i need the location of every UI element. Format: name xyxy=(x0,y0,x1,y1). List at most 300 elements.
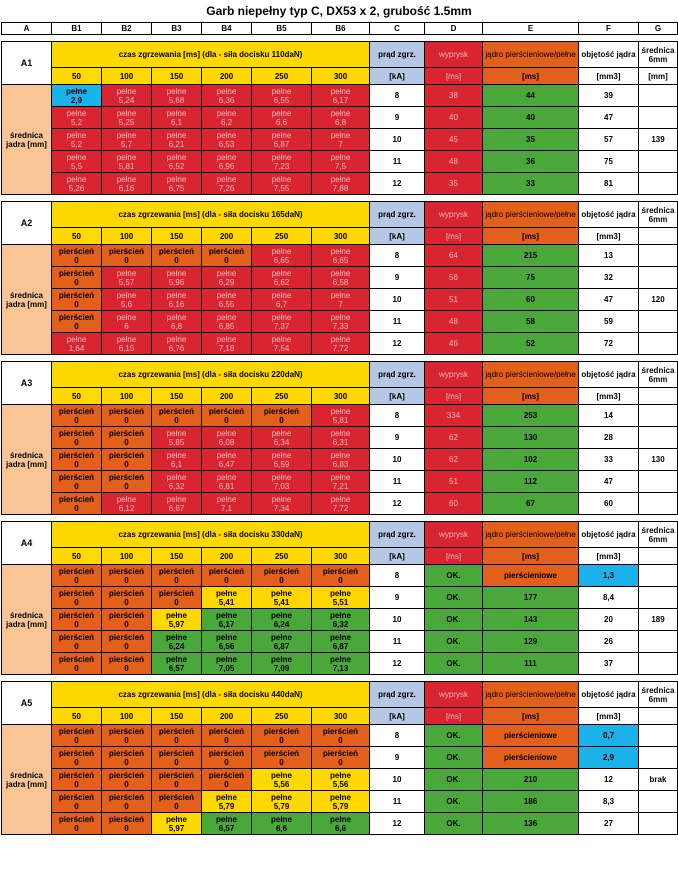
result-value: 5,85 xyxy=(168,437,185,447)
wyprysk-value: 46 xyxy=(425,333,483,355)
objetosc-value: 14 xyxy=(579,405,639,427)
wyprysk-value: OK. xyxy=(425,653,483,675)
time-250: 250 xyxy=(252,708,312,725)
result-cell xyxy=(52,151,102,173)
objetosc-value: 59 xyxy=(579,311,639,333)
result-cell xyxy=(202,725,252,747)
result-cell xyxy=(312,791,370,813)
result-cell xyxy=(152,725,202,747)
wyprysk-value: 38 xyxy=(425,85,483,107)
result-value: 6,6 xyxy=(334,823,347,833)
result-value: 0 xyxy=(74,779,79,789)
srednica-value xyxy=(639,471,678,493)
current-ka: 10 xyxy=(370,449,425,471)
result-value: 6,87 xyxy=(273,641,290,651)
result-value: 0 xyxy=(74,757,79,767)
time-300: 300 xyxy=(312,708,370,725)
result-value: 6,87 xyxy=(332,641,349,651)
result-state: pełne xyxy=(166,108,187,118)
column-header-f: F xyxy=(579,23,639,35)
objetosc-value: 13 xyxy=(579,245,639,267)
result-state: pierścień xyxy=(158,792,195,802)
jadro-value: 33 xyxy=(483,173,579,195)
result-cell xyxy=(102,769,152,791)
result-value: 0 xyxy=(74,663,79,673)
result-state: pełne xyxy=(116,174,137,184)
table-row xyxy=(2,791,678,813)
table-row xyxy=(2,493,678,515)
page-title: Garb niepełny typ C, DX53 x 2, grubość 1.5mm xyxy=(206,4,472,18)
result-cell xyxy=(252,289,312,311)
result-cell xyxy=(152,311,202,333)
jadro-value: 58 xyxy=(483,311,579,333)
prad-header: prąd zgrz. xyxy=(370,522,425,548)
result-value: 7,5 xyxy=(334,161,347,171)
result-value: 6,47 xyxy=(218,459,235,469)
unit-ms-e: [ms] xyxy=(483,548,579,565)
result-value: 0 xyxy=(74,459,79,469)
time-250: 250 xyxy=(252,228,312,245)
result-cell xyxy=(252,609,312,631)
result-cell xyxy=(312,471,370,493)
result-value: 6,29 xyxy=(218,277,235,287)
result-state: pełne xyxy=(271,86,292,96)
objetosc-value: 75 xyxy=(579,151,639,173)
unit-mm xyxy=(639,548,678,565)
result-value: 5,41 xyxy=(218,597,235,607)
time-150: 150 xyxy=(152,388,202,405)
result-state: pełne xyxy=(66,108,87,118)
result-value: 6,24 xyxy=(273,619,290,629)
result-state: pełne xyxy=(166,632,187,642)
table-row xyxy=(2,769,678,791)
result-value: 0 xyxy=(74,415,79,425)
column-header-e: E xyxy=(483,23,579,35)
result-state: pierścień xyxy=(263,406,300,416)
result-cell xyxy=(202,427,252,449)
time-250: 250 xyxy=(252,68,312,85)
result-cell xyxy=(252,769,312,791)
result-value: 0 xyxy=(74,503,79,513)
result-value: 7,26 xyxy=(218,183,235,193)
result-cell xyxy=(252,493,312,515)
result-state: pełne xyxy=(330,610,351,620)
result-value: 6,34 xyxy=(273,437,290,447)
jadro-header-text: jądro pierścieniowe/pełne xyxy=(485,530,576,539)
result-value: 6,1 xyxy=(170,117,183,127)
jadro-value: 112 xyxy=(483,471,579,493)
result-state: pełne xyxy=(271,450,292,460)
result-cell xyxy=(152,107,202,129)
result-state: pełne xyxy=(330,290,351,300)
result-cell xyxy=(52,471,102,493)
result-cell xyxy=(312,129,370,151)
time-200: 200 xyxy=(202,708,252,725)
time-150: 150 xyxy=(152,548,202,565)
current-ka: 9 xyxy=(370,427,425,449)
unit-ms-e: [ms] xyxy=(483,708,579,725)
result-value: 6,2 xyxy=(220,117,233,127)
section-heading: czas zgrzewania [ms] (dla - siła docisku 165daN) xyxy=(52,202,370,228)
section-heading: czas zgrzewania [ms] (dla - siła docisku 110daN) xyxy=(52,42,370,68)
wyprysk-value: 64 xyxy=(425,245,483,267)
result-state: pierścień xyxy=(208,726,245,736)
result-state: pierścień xyxy=(322,726,359,736)
table-row xyxy=(2,813,678,835)
result-value: 0 xyxy=(124,663,129,673)
section-header-row xyxy=(2,362,678,388)
result-cell xyxy=(102,267,152,289)
result-value: 0 xyxy=(124,481,129,491)
result-state: pierścień xyxy=(108,748,145,758)
result-value: 6,57 xyxy=(168,663,185,673)
time-50: 50 xyxy=(52,228,102,245)
result-value: 6,85 xyxy=(218,321,235,331)
result-value: 6,87 xyxy=(273,139,290,149)
result-value: 7,1 xyxy=(220,503,233,513)
result-state: pełne xyxy=(271,610,292,620)
srednica-value xyxy=(639,173,678,195)
result-state: pełne xyxy=(116,290,137,300)
result-cell xyxy=(102,631,152,653)
result-state: pełne xyxy=(271,334,292,344)
unit-ms-d: [ms] xyxy=(425,228,483,245)
srednica-value xyxy=(639,333,678,355)
prad-header: prąd zgrz. xyxy=(370,682,425,708)
result-state: pełne xyxy=(166,312,187,322)
result-cell xyxy=(152,405,202,427)
result-value: 5,5 xyxy=(70,161,83,171)
result-value: 5,81 xyxy=(332,415,349,425)
result-cell xyxy=(312,609,370,631)
result-value: 5,57 xyxy=(118,277,135,287)
objetosc-value: 28 xyxy=(579,427,639,449)
objetosc-header: objętość jądra xyxy=(579,522,639,548)
current-ka: 12 xyxy=(370,653,425,675)
result-state: pierścień xyxy=(263,748,300,758)
objetosc-value: 57 xyxy=(579,129,639,151)
result-value: 7,54 xyxy=(273,343,290,353)
current-ka: 8 xyxy=(370,245,425,267)
srednica-jadra-label xyxy=(2,405,52,515)
result-state: pełne xyxy=(330,654,351,664)
result-state: pełne xyxy=(330,130,351,140)
result-cell xyxy=(252,653,312,675)
table-row xyxy=(2,427,678,449)
result-value: 5,7 xyxy=(120,139,133,149)
result-value: 0 xyxy=(74,437,79,447)
result-value: 5,41 xyxy=(273,597,290,607)
wyprysk-value: OK. xyxy=(425,769,483,791)
srednica-value xyxy=(639,245,678,267)
result-value: 6,6 xyxy=(275,117,288,127)
result-value: 7,05 xyxy=(218,663,235,673)
table-row xyxy=(2,311,678,333)
result-state: pełne xyxy=(330,268,351,278)
result-cell xyxy=(102,449,152,471)
unit-mm xyxy=(639,708,678,725)
result-cell xyxy=(52,289,102,311)
objetosc-header: objętość jądra xyxy=(579,362,639,388)
result-state: pełne xyxy=(330,472,351,482)
current-ka: 11 xyxy=(370,791,425,813)
result-value: 0 xyxy=(74,597,79,607)
unit-mm3: [mm3] xyxy=(579,68,639,85)
result-value: 7 xyxy=(338,299,343,309)
result-value: 0 xyxy=(124,597,129,607)
result-value: 0 xyxy=(338,735,343,745)
result-value: 0 xyxy=(124,641,129,651)
result-state: pierścień xyxy=(158,748,195,758)
jadro-value: 186 xyxy=(483,791,579,813)
current-ka: 8 xyxy=(370,405,425,427)
result-cell xyxy=(52,725,102,747)
jadro-value: 52 xyxy=(483,333,579,355)
result-cell xyxy=(52,311,102,333)
result-state: pierścień xyxy=(58,770,95,780)
unit-mm3: [mm3] xyxy=(579,708,639,725)
current-ka: 8 xyxy=(370,725,425,747)
result-state: pełne xyxy=(330,494,351,504)
result-cell xyxy=(152,151,202,173)
section-header-row xyxy=(2,202,678,228)
result-state: pierścień xyxy=(58,654,95,664)
result-value: 5,6 xyxy=(120,299,133,309)
section-label: A5 xyxy=(2,682,52,725)
result-cell xyxy=(202,129,252,151)
time-150: 150 xyxy=(152,228,202,245)
srednica-value: 189 xyxy=(639,609,678,631)
srednica-value xyxy=(639,725,678,747)
result-state: pierścień xyxy=(158,406,195,416)
srednica-header: średnica 6mm xyxy=(639,202,678,228)
result-cell xyxy=(312,85,370,107)
unit-ms-e: [ms] xyxy=(483,68,579,85)
result-state: pełne xyxy=(271,268,292,278)
result-state: pełne xyxy=(271,632,292,642)
result-value: 7,09 xyxy=(273,663,290,673)
result-state: pierścień xyxy=(108,770,145,780)
result-cell xyxy=(152,769,202,791)
result-value: 7,23 xyxy=(273,161,290,171)
result-value: 6,58 xyxy=(332,277,349,287)
result-state: pierścień xyxy=(108,588,145,598)
result-cell xyxy=(52,427,102,449)
srednica-value xyxy=(639,151,678,173)
result-cell xyxy=(252,813,312,835)
srednica-value xyxy=(639,267,678,289)
result-cell xyxy=(52,405,102,427)
result-state: pierścień xyxy=(263,566,300,576)
result-value: 6,55 xyxy=(218,299,235,309)
result-value: 1,64 xyxy=(68,343,85,353)
objetosc-value: 20 xyxy=(579,609,639,631)
result-state: pierścień xyxy=(108,792,145,802)
result-cell xyxy=(152,631,202,653)
unit-ms-e: [ms] xyxy=(483,388,579,405)
srednica-header: średnica 6mm xyxy=(639,682,678,708)
srednica-jadra-text: średnica jadra [mm] xyxy=(6,610,47,629)
result-cell xyxy=(252,791,312,813)
table-body xyxy=(2,23,678,835)
result-state: pełne xyxy=(216,472,237,482)
result-state: pierścień xyxy=(58,814,95,824)
time-50: 50 xyxy=(52,388,102,405)
result-cell xyxy=(52,173,102,195)
result-cell xyxy=(202,609,252,631)
jadro-value: 75 xyxy=(483,267,579,289)
result-cell xyxy=(312,311,370,333)
column-header-b2: B2 xyxy=(102,23,152,35)
result-state: pierścień xyxy=(58,632,95,642)
result-state: pełne xyxy=(216,632,237,642)
current-ka: 10 xyxy=(370,769,425,791)
objetosc-value: 39 xyxy=(579,85,639,107)
result-cell xyxy=(102,311,152,333)
result-state: pełne xyxy=(166,814,187,824)
result-cell xyxy=(152,609,202,631)
section-gap xyxy=(2,515,678,522)
time-300: 300 xyxy=(312,388,370,405)
current-ka: 12 xyxy=(370,173,425,195)
wyprysk-value: 48 xyxy=(425,151,483,173)
jadro-value: 210 xyxy=(483,769,579,791)
result-cell xyxy=(52,245,102,267)
srednica-value xyxy=(639,747,678,769)
srednica-value xyxy=(639,311,678,333)
result-state: pełne xyxy=(271,290,292,300)
result-value: 0 xyxy=(279,735,284,745)
result-cell xyxy=(312,565,370,587)
result-value: 0 xyxy=(74,619,79,629)
srednica-jadra-text: średnica jadra [mm] xyxy=(6,450,47,469)
result-state: pierścień xyxy=(108,726,145,736)
time-200: 200 xyxy=(202,548,252,565)
result-value: 6,53 xyxy=(218,139,235,149)
result-state: pierścień xyxy=(58,494,95,504)
result-value: 6,8 xyxy=(170,321,183,331)
result-cell xyxy=(252,173,312,195)
wyprysk-value: 56 xyxy=(425,267,483,289)
result-state: pierścień xyxy=(208,566,245,576)
table-row xyxy=(2,151,678,173)
result-state: pierścień xyxy=(58,472,95,482)
result-cell xyxy=(312,493,370,515)
objetosc-value: 27 xyxy=(579,813,639,835)
result-state: pełne xyxy=(216,610,237,620)
section-label: A4 xyxy=(2,522,52,565)
unit-ms-e: [ms] xyxy=(483,228,579,245)
current-ka: 9 xyxy=(370,587,425,609)
result-value: 0 xyxy=(74,823,79,833)
result-state: pełne xyxy=(66,334,87,344)
result-cell xyxy=(102,173,152,195)
result-value: 0 xyxy=(174,255,179,265)
result-value: 0 xyxy=(124,619,129,629)
wyprysk-value: OK. xyxy=(425,609,483,631)
current-ka: 11 xyxy=(370,631,425,653)
result-value: 0 xyxy=(124,437,129,447)
result-value: 0 xyxy=(124,255,129,265)
result-state: pełne xyxy=(271,814,292,824)
result-cell xyxy=(312,427,370,449)
srednica-value xyxy=(639,107,678,129)
srednica-value xyxy=(639,791,678,813)
result-cell xyxy=(312,725,370,747)
jadro-value: 130 xyxy=(483,427,579,449)
jadro-header xyxy=(483,682,579,708)
result-cell xyxy=(152,813,202,835)
wyprysk-value: 51 xyxy=(425,471,483,493)
time-100: 100 xyxy=(102,548,152,565)
time-100: 100 xyxy=(102,388,152,405)
jadro-value: pierścieniowe xyxy=(483,725,579,747)
result-cell xyxy=(252,267,312,289)
result-state: pierścień xyxy=(108,472,145,482)
result-cell xyxy=(102,609,152,631)
objetosc-value: 72 xyxy=(579,333,639,355)
result-state: pełne xyxy=(166,472,187,482)
result-cell xyxy=(202,85,252,107)
result-state: pierścień xyxy=(108,450,145,460)
unit-ka: [kA] xyxy=(370,548,425,565)
result-cell xyxy=(52,267,102,289)
result-value: 0 xyxy=(224,575,229,585)
current-ka: 10 xyxy=(370,609,425,631)
result-cell xyxy=(52,449,102,471)
weld-results-table xyxy=(1,22,678,835)
time-300: 300 xyxy=(312,228,370,245)
result-state: pełne xyxy=(216,428,237,438)
result-value: 6,17 xyxy=(218,619,235,629)
result-cell xyxy=(152,245,202,267)
objetosc-value: 12 xyxy=(579,769,639,791)
result-cell xyxy=(102,129,152,151)
result-state: pełne xyxy=(216,814,237,824)
result-cell xyxy=(312,267,370,289)
result-state: pierścień xyxy=(208,406,245,416)
result-value: 0 xyxy=(338,757,343,767)
result-value: 6,52 xyxy=(168,161,185,171)
unit-mm: [mm] xyxy=(639,68,678,85)
result-value: 0 xyxy=(224,255,229,265)
result-cell xyxy=(152,791,202,813)
result-state: pełne xyxy=(216,588,237,598)
gap-cell xyxy=(2,515,678,522)
result-value: 6,7 xyxy=(275,299,288,309)
gap-cell xyxy=(2,195,678,202)
result-value: 0 xyxy=(224,779,229,789)
unit-mm3: [mm3] xyxy=(579,388,639,405)
result-cell xyxy=(52,609,102,631)
result-state: pełne xyxy=(166,268,187,278)
result-state: pełne xyxy=(216,290,237,300)
result-state: pełne xyxy=(116,334,137,344)
result-cell xyxy=(102,333,152,355)
result-cell xyxy=(102,471,152,493)
objetosc-header: objętość jądra xyxy=(579,42,639,68)
result-cell xyxy=(252,725,312,747)
result-state: pełne xyxy=(116,152,137,162)
result-value: 6,32 xyxy=(168,481,185,491)
srednica-jadra-text: średnica jadra [mm] xyxy=(6,290,47,309)
result-value: 0 xyxy=(224,757,229,767)
result-cell xyxy=(152,587,202,609)
wyprysk-value: 35 xyxy=(425,173,483,195)
jadro-value: 60 xyxy=(483,289,579,311)
result-value: 6 xyxy=(124,321,129,331)
result-value: 0 xyxy=(174,597,179,607)
